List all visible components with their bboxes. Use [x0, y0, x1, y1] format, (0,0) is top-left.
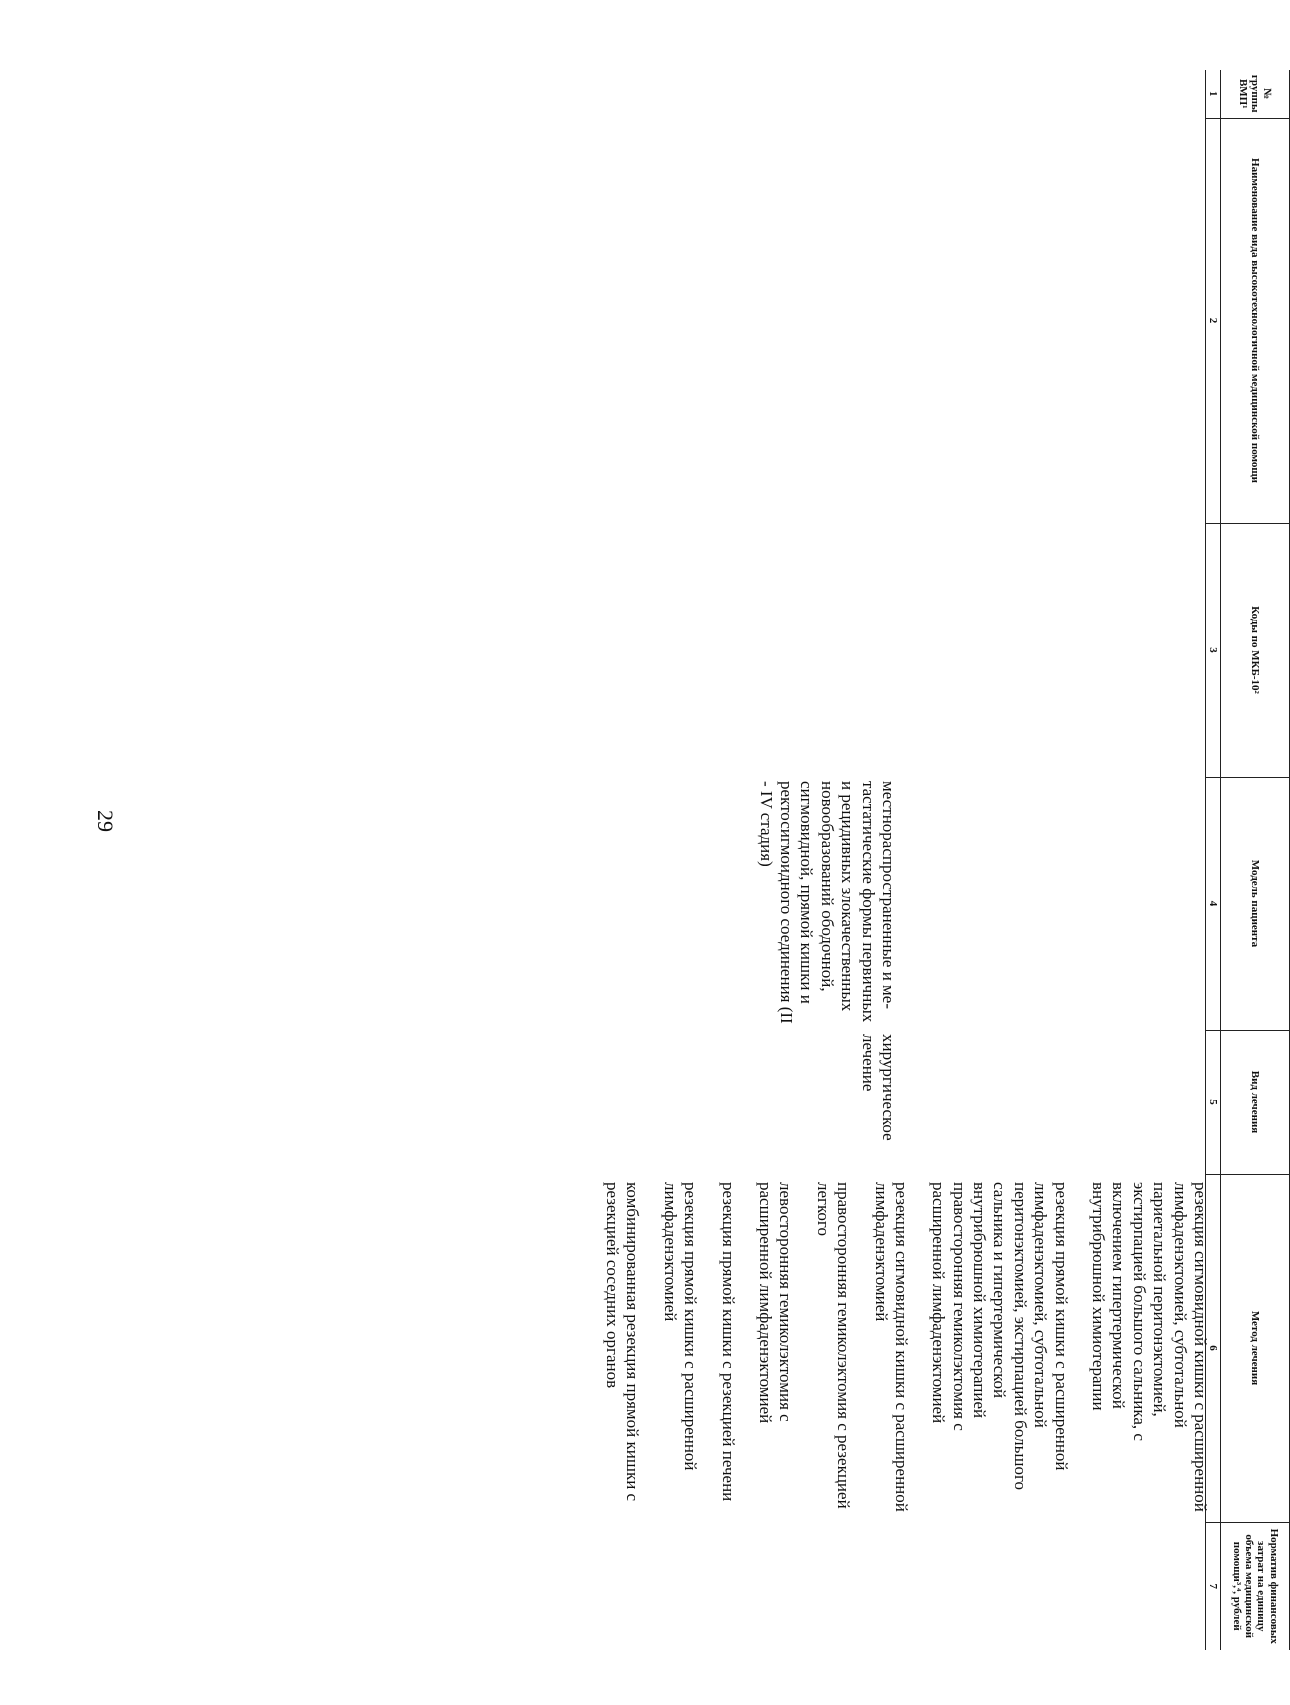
method-item: правосторонняя гемиколэктомия с резекцией легкого: [813, 1182, 854, 1509]
method-item: комбинированная резекция прямой кишки с резекцией соседних органов: [603, 1182, 643, 1502]
header-group-number: № группы ВМП¹: [1221, 70, 1290, 118]
method-item: левосторонняя гемиколэктомия с расширенной лимфаденэктомией: [755, 1182, 796, 1424]
cell-cost-norm: [585, 1522, 1206, 1650]
column-number: 3: [1206, 523, 1221, 777]
rotated-table-wrapper: [130, 70, 1290, 1650]
column-number: 4: [1206, 777, 1221, 1030]
header-cost-norm: Норматив финансовых затрат на единицу объема медицинской помощи³,⁴, рублей: [1221, 1522, 1290, 1650]
cell-treatment-type: [585, 1030, 1206, 1174]
column-number: 2: [1206, 118, 1221, 523]
table-header-row: [1221, 70, 1290, 1650]
cell-vmp-name: [585, 118, 1206, 523]
method-item: резекция сигмовидной кишки с расширенной лимфаденэктомией, субтотальной париетальной перитонэктомией, экстирпацией большого сальника, с включением гипертермической внутрибрюшной химиотерапии: [1089, 1182, 1210, 1512]
method-item: резекция прямой кишки с расширенной лимфаденэктомией: [660, 1182, 701, 1471]
method-list: [602, 1178, 1210, 1518]
method-item: резекция сигмовидной кишки с расширенной лимфаденэктомией: [871, 1182, 911, 1512]
cell-treatment-method: [585, 1174, 1210, 1522]
column-number: 6: [1206, 1174, 1221, 1522]
header-vmp-name: Наименование вида высокотехнологичной медицинской помощи: [1221, 118, 1290, 523]
header-icd-codes: Коды по МКБ-10²: [1221, 523, 1290, 777]
column-number: 7: [1206, 1522, 1221, 1650]
treatment-type-text: хирургическое лечение: [858, 1034, 898, 1141]
method-item: правосторонняя гемиколэктомия с расширенной лимфаденэктомией: [929, 1182, 969, 1431]
table-row: [585, 70, 1206, 1650]
column-number: 1: [1206, 70, 1221, 118]
patient-model-text: местнораспространенные и метастатические формы первичных и рецидивных злокачественных новообразований ободочной, сигмовидной, прямой кишки и ректосигмоидного соединения (II - IV стадия): [756, 781, 898, 1024]
vmp-table: [585, 70, 1290, 1650]
method-item: резекция прямой кишки с резекцией печени: [718, 1182, 738, 1502]
header-treatment-type: Вид лечения: [1221, 1030, 1290, 1174]
cell-patient-model: [585, 777, 1206, 1030]
cell-group-number: [585, 70, 1206, 118]
header-treatment-method: Метод лечения: [1221, 1174, 1290, 1522]
header-patient-model: Модель пациента: [1221, 777, 1290, 1030]
page-number: 29: [93, 810, 118, 832]
cell-icd-codes: [585, 523, 1206, 777]
column-number: 5: [1206, 1030, 1221, 1174]
method-item: резекция прямой кишки с расширенной лимфаденэктомией, субтотальной перитонэктомией, экстирпацией большого сальника и гипертермической внутрибрюшной химиотерапией: [970, 1182, 1071, 1490]
